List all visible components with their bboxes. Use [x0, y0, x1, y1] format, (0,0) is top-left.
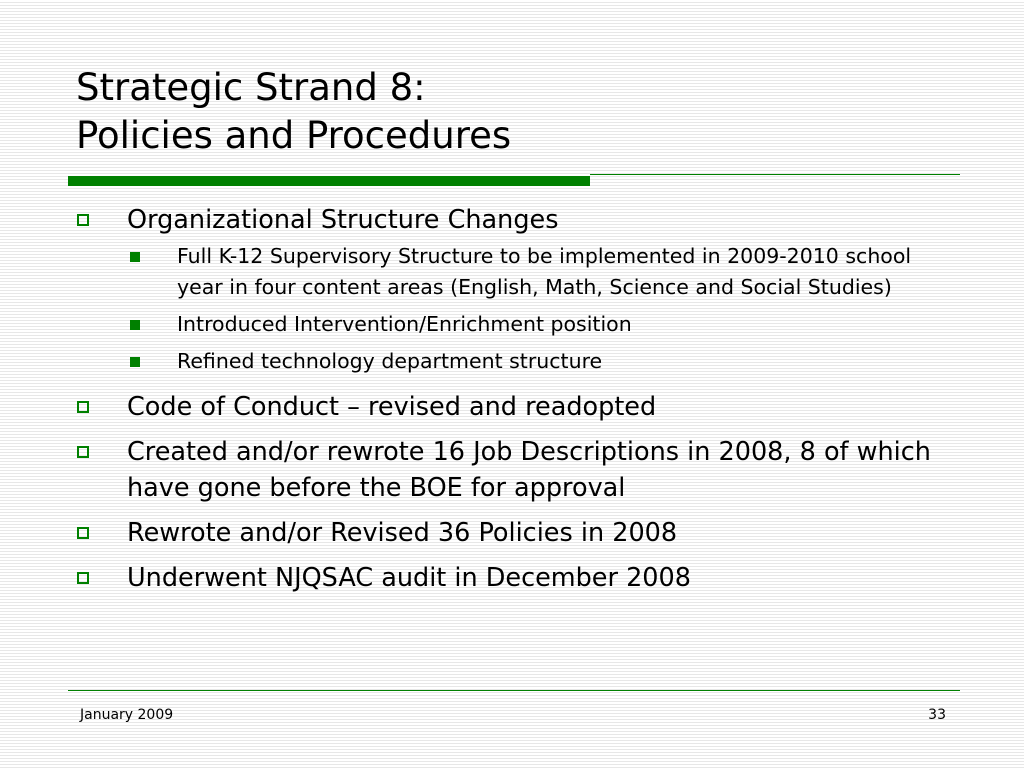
bullet-text: Organizational Structure Changes	[127, 205, 559, 235]
bullet-text: Code of Conduct – revised and readopted	[127, 392, 657, 422]
bullet-item	[76, 560, 956, 596]
filled-square-icon	[130, 357, 140, 367]
hollow-square-icon	[77, 401, 89, 413]
title-divider	[68, 174, 960, 186]
sub-bullet-item	[127, 309, 956, 340]
hollow-square-icon	[77, 572, 89, 584]
footer-date: January 2009	[80, 707, 174, 723]
title-line-1: Strategic Strand 8:	[76, 66, 426, 109]
sub-bullet-text: Full K-12 Supervisory Structure to be implemented in 2009-2010 school year in four content areas (English, Math, Science and Social Studies)	[177, 244, 912, 299]
sub-bullet-item	[127, 241, 956, 303]
bullet-text: Underwent NJQSAC audit in December 2008	[127, 563, 691, 593]
bullet-item	[76, 202, 956, 377]
filled-square-icon	[130, 252, 140, 262]
title-divider-thick	[68, 176, 590, 186]
page-number: 33	[928, 707, 946, 723]
bullet-text: Created and/or rewrote 16 Job Descriptions in 2008, 8 of which have gone before the BOE for approval	[127, 437, 931, 503]
title-line-2: Policies and Procedures	[76, 114, 512, 157]
filled-square-icon	[130, 320, 140, 330]
bullet-text: Rewrote and/or Revised 36 Policies in 2008	[127, 518, 678, 548]
sub-bullet-item	[127, 346, 956, 377]
hollow-square-icon	[77, 446, 89, 458]
bullet-item	[76, 434, 956, 506]
sub-bullet-text: Refined technology department structure	[177, 349, 603, 373]
sub-bullet-list	[127, 241, 956, 377]
sub-bullet-text: Introduced Intervention/Enrichment position	[177, 312, 632, 336]
bullet-item	[76, 389, 956, 425]
bullet-list	[76, 202, 956, 605]
hollow-square-icon	[77, 214, 89, 226]
slide-title	[76, 64, 511, 160]
footer-divider	[68, 690, 960, 691]
hollow-square-icon	[77, 527, 89, 539]
bullet-item	[76, 515, 956, 551]
title-divider-thin	[590, 174, 960, 175]
